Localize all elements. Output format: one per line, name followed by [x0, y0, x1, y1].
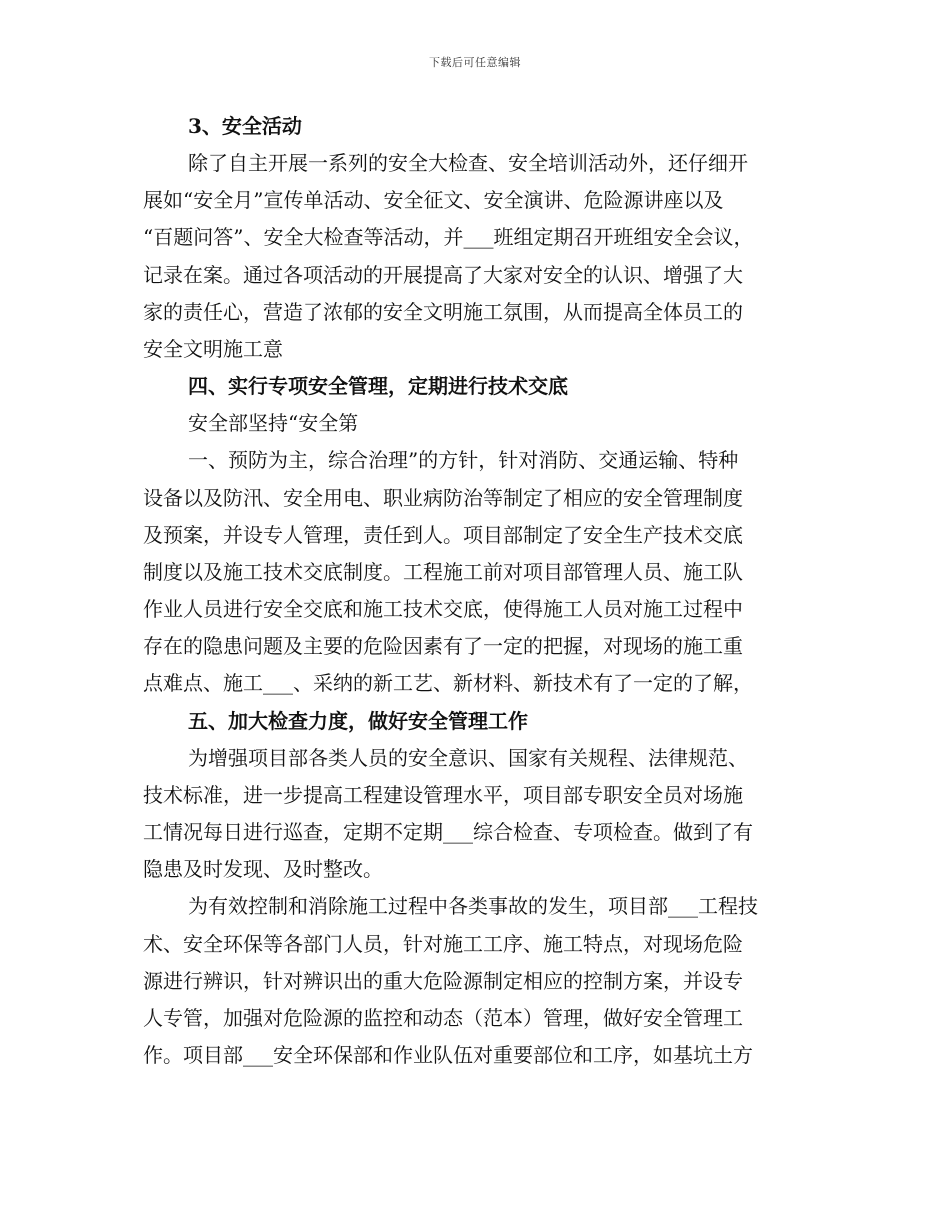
text-line: 人专管，加强对危险源的监控和动态（范本）管理，做好安全管理工 — [143, 1005, 743, 1030]
text-line: 隐患及时发现、及时整改。 — [143, 857, 383, 882]
text-line: 为有效控制和消除施工过程中各类事故的发生，项目部___工程技 — [188, 894, 758, 919]
text-line: 为增强项目部各类人员的安全意识、国家有关规程、法律规范、 — [188, 745, 748, 770]
text-line: 设备以及防汛、安全用电、职业病防治等制定了相应的安全管理制度 — [143, 485, 743, 510]
text-line: 点难点、施工___、采纳的新工艺、新材料、新技术有了一定的了解， — [143, 671, 753, 696]
page-header-note: 下载后可任意编辑 — [429, 56, 521, 69]
text-line: 工情况每日进行巡查，定期不定期___综合检查、专项检查。做到了有 — [143, 820, 753, 844]
text-line: 一、预防为主，综合治理”的方针，针对消防、交通运输、特种 — [188, 448, 739, 473]
text-line: “百题问答”、安全大检查等活动，并___班组定期召开班组安全会议， — [143, 225, 754, 250]
text-line: 除了自主开展一系列的安全大检查、安全培训活动外，还仔细开 — [188, 151, 748, 175]
text-line: 作。项目部___安全环保部和作业队伍对重要部位和工序，如基坑土方 — [143, 1043, 753, 1068]
paragraph-prevention-policy — [143, 442, 811, 702]
document-body — [143, 108, 811, 1074]
text-line: 技术标准，进一步提高工程建设管理水平，项目部专职安全员对场施 — [143, 782, 743, 807]
section-heading-special-safety-management: 四、实行专项安全管理，定期进行技术交底 — [188, 374, 568, 399]
paragraph-safety-activities — [143, 145, 811, 368]
paragraph-safety-first — [143, 405, 811, 442]
text-line: 展如“安全月”宣传单活动、安全征文、安全演讲、危险源讲座以及 — [143, 188, 724, 213]
text-line: 制度以及施工技术交底制度。工程施工前对项目部管理人员、施工队 — [143, 559, 743, 584]
text-line: 存在的隐患问题及主要的危险因素有了一定的把握，对现场的施工重 — [143, 634, 743, 659]
text-line: 安全部坚持“安全第 — [188, 411, 359, 436]
text-line: 及预案，并设专人管理，责任到人。项目部制定了安全生产技术交底 — [143, 522, 743, 547]
text-line: 源进行辨识，针对辨识出的重大危险源制定相应的控制方案，并设专 — [143, 968, 743, 993]
section-heading-safety-activities: 3、安全活动 — [188, 114, 302, 138]
paragraph-safety-awareness — [143, 740, 811, 889]
text-line: 术、安全环保等各部门人员，针对施工工序、施工特点，对现场危险 — [143, 931, 743, 956]
section-heading-inspection: 五、加大检查力度，做好安全管理工作 — [188, 708, 528, 733]
paragraph-hazard-control — [143, 888, 811, 1074]
text-line: 记录在案。通过各项活动的开展提高了大家对安全的认识、增强了大 — [143, 262, 743, 287]
text-line: 家的责任心，营造了浓郁的安全文明施工氛围，从而提高全体员工的 — [143, 299, 743, 324]
text-line: 安全文明施工意 — [143, 336, 283, 361]
text-line: 作业人员进行安全交底和施工技术交底，使得施工人员对施工过程中 — [143, 597, 743, 622]
